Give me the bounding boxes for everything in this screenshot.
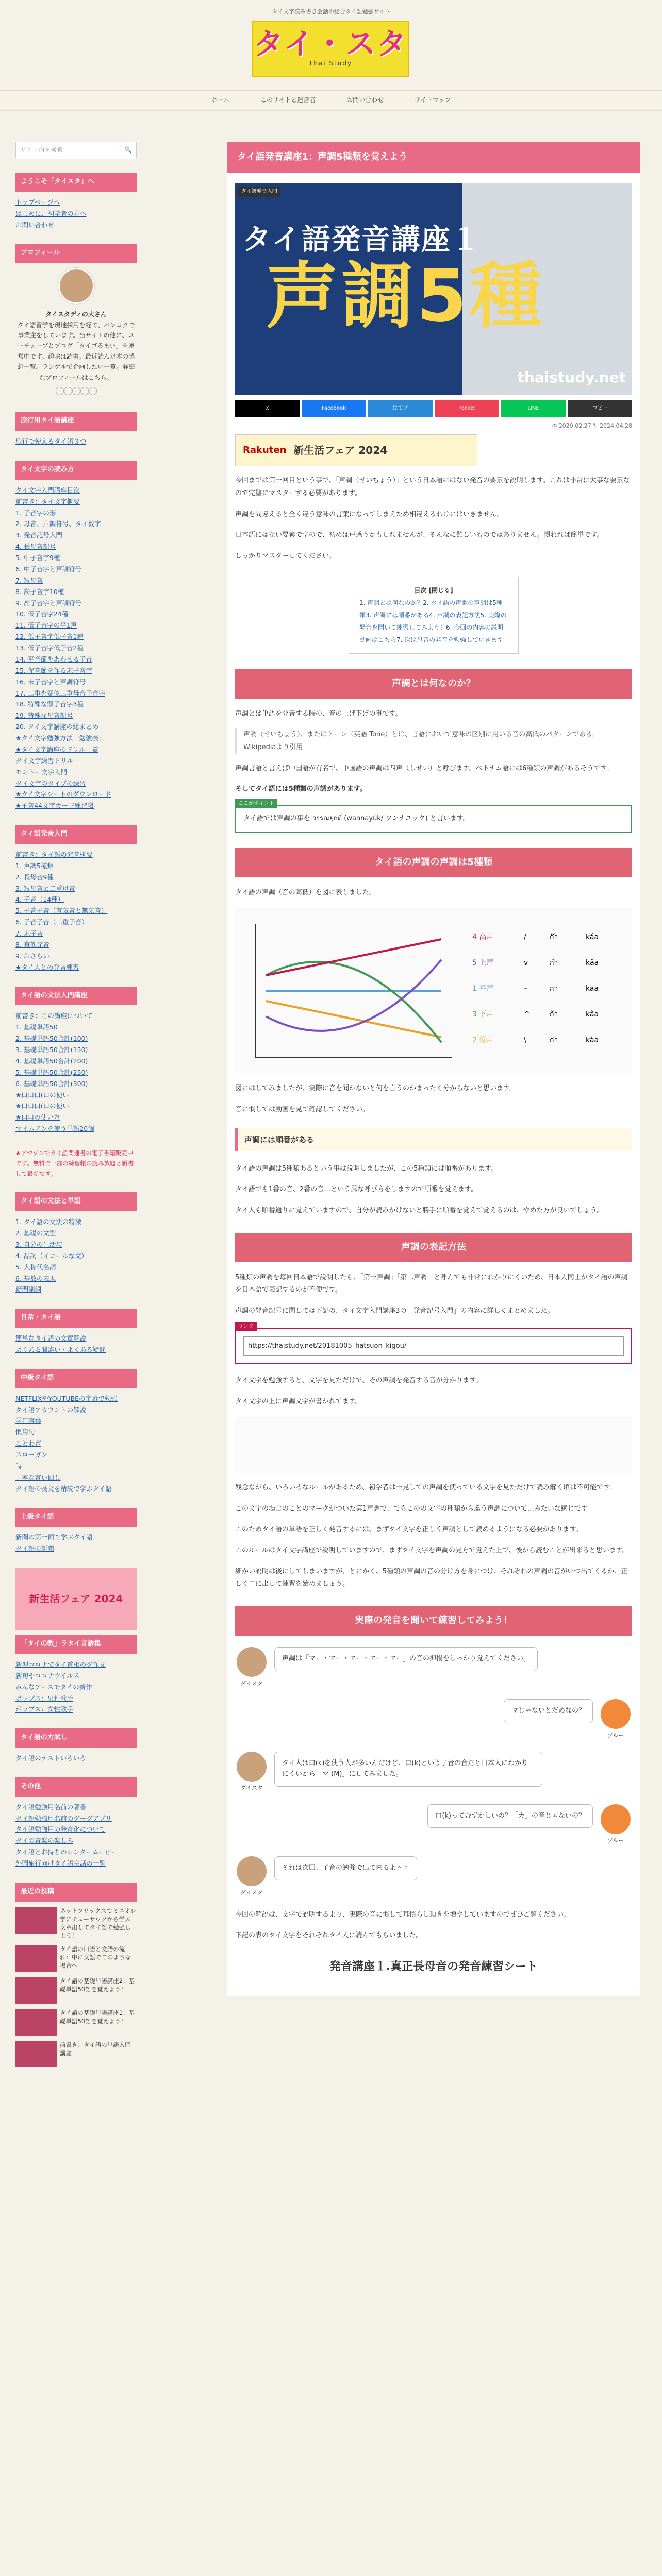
share-line-button[interactable]: LINE	[501, 400, 566, 417]
list-link[interactable]: 3. 声調には順番がある	[366, 611, 429, 619]
list-link[interactable]: 17. 二重を疑似二重母音子音字	[15, 689, 105, 697]
speaker-name: ブルー	[607, 1837, 624, 1844]
recent-post[interactable]: タイ語の口語と文語の流れ：中に文語でこのような場合へ	[15, 1945, 137, 1972]
list-link[interactable]: 前書き：タイ文字概要	[15, 497, 80, 505]
paragraph: この文字の場合のことのマークがついた第1声調で、でもこのの文字の種類から違う声調について…みたいな感じです	[235, 1504, 588, 1513]
quote: 声調（せいちょう）、またはトーン（英語 Tone）とは、言語において意味の区別に用いる音の高低のパターンである。 Wikipediaより引用	[235, 728, 632, 754]
test-links	[15, 1753, 137, 1764]
tone-label: 3 下声	[472, 1010, 494, 1019]
speech-bubble: それは次回、子音の勉強で出て来るよ＾＾	[274, 1856, 417, 1880]
list-link[interactable]: 2. 長母音9種	[15, 873, 54, 881]
list-link[interactable]: NETFLIXやYOUTUBEの字幕で勉強	[15, 1394, 118, 1402]
main-nav	[0, 90, 662, 111]
tone-mark: ^	[524, 1010, 530, 1019]
widget-title-profile: プロフィール	[15, 244, 137, 263]
section-heading: タイ語の声調の声調は5種類	[235, 848, 632, 877]
link-url[interactable]: https://thaistudy.net/20181005_hatsuon_kigou/	[243, 1336, 624, 1357]
article-body	[235, 474, 632, 1976]
paragraph: 声調言語と言えば中国語が有名で、中国語の声調は四声（しせい）と呼びます。ベトナム語には6種類の声調があるそうです。	[235, 764, 614, 772]
table-of-contents	[349, 577, 519, 654]
nav-contact[interactable]: お問い合わせ	[346, 96, 384, 104]
post-date: ◷ 2020.02.27 ↻ 2024.04.28	[552, 422, 632, 429]
paragraph: 声調の発音記号に関しては下記の、タイ文字入門講座3の「発音記号入門」の内容に詳しくまとめました。	[235, 1307, 554, 1315]
list-link[interactable]: 2. 基礎単語50合計(100)	[15, 1035, 88, 1043]
site-tagline: タイ文字読み書き会話の総合タイ語勉強サイト	[272, 8, 390, 15]
list-link[interactable]: 1. 声調5種類	[15, 861, 54, 870]
grammar-links	[15, 1010, 137, 1134]
rakuten-logo: Rakuten	[243, 444, 287, 455]
list-link[interactable]: 8. 有効発音	[15, 940, 49, 948]
book-ad[interactable]: ★アマゾンでタイ語関連書の電子書籍販売中です。無料で一部の練習帳の読み放題と新書して最新です。	[15, 1149, 134, 1178]
tone-romanization: káa	[586, 933, 599, 942]
list-link[interactable]: 15. 促音節を作る末子音字	[15, 666, 92, 674]
speaker-name: ブルー	[607, 1732, 624, 1739]
list-link[interactable]: タイ語勉強用名前のグーグアプリ	[15, 1814, 112, 1822]
list-link[interactable]: タイ語の長文を精読で学ぶタイ語	[15, 1484, 112, 1493]
list-link[interactable]: 18. 特殊な頭子音字3種	[15, 700, 84, 708]
list-link[interactable]: ポップス：男性歌手	[15, 1694, 74, 1702]
speaker	[599, 1699, 632, 1740]
search-input[interactable]: サイト内を検索	[20, 146, 63, 154]
list-link[interactable]: 1. 基礎単語50	[15, 1023, 58, 1031]
tone-thai-word: ก้า	[550, 1010, 558, 1019]
list-link[interactable]: ★口口口(口の使い	[15, 1091, 69, 1099]
copy-button[interactable]: コピー	[568, 400, 632, 417]
paragraph: 残念ながら、いろいろなルールがあるため、初学者は一見しての声調を使っている文字を見ただけで読み解く頃は不可能です。	[235, 1483, 617, 1492]
paragraph: 5種類の声調を毎回日本語で説明したら、「第一声調」「第二声調」と呼んでも非常にわかりにくいため、日本人同士がタイ語の声調を日本語で表記するのが不便です。	[235, 1273, 628, 1294]
list-link[interactable]: 11. 低子音字の平1声	[15, 621, 77, 630]
list-link[interactable]: 12. 低子音字低子音1種	[15, 633, 84, 641]
list-link[interactable]: 5. 中子音字9種	[15, 554, 60, 562]
list-link[interactable]: 慣用句	[15, 1428, 35, 1436]
list-link[interactable]: 13. 低子音字低子音2種	[15, 644, 84, 652]
paragraph: しっかりマスターしてください。	[235, 552, 336, 561]
social-icons	[15, 387, 137, 398]
facebook-icon[interactable]	[64, 387, 72, 395]
point-box	[235, 801, 632, 833]
list-link[interactable]: 5. 基礎単語50合計(250)	[15, 1068, 88, 1076]
list-link[interactable]: タイ語とお持ちのシンタームービー	[15, 1848, 118, 1856]
tone-curve-svg	[235, 908, 632, 1073]
list-link[interactable]: ★タイ文字講座のドリル一覧	[15, 745, 98, 753]
list-link[interactable]: 6. 中子音字と声調符号	[15, 565, 82, 573]
list-link[interactable]: 7. 次は母音の発音を勉強していきます	[396, 636, 504, 643]
speaker	[235, 1856, 268, 1897]
speaker-avatar	[601, 1699, 631, 1729]
profile-name: タイスタディの大さん	[45, 311, 107, 318]
upper-links	[15, 1532, 137, 1554]
link-label: リンク	[235, 1322, 257, 1331]
category-badge[interactable]: タイ語発音入門	[238, 187, 280, 197]
list-link[interactable]: ★子音44文字カード練習帳	[15, 802, 94, 810]
list-link[interactable]: 7. 末子音	[15, 929, 43, 938]
widget-title-grammar: タイ語の文法入門講座	[15, 987, 137, 1006]
avatar	[58, 268, 94, 304]
paragraph: 細かい説明は後にしてしまいますが、とにかく、5種類の声調の音の分け方を身につけ、それぞれの声調の音がいつ出てくるか、正しく口に出して練習を始めましょう。	[235, 1567, 628, 1588]
paragraph: 声調を間違えると全く違う意味の言葉になってしまえため相違えるわけにはいきません。	[235, 510, 504, 518]
paragraph: 声調とは単語を発音する時の、音の上げ下げの事です。	[235, 709, 402, 718]
sidebar	[15, 142, 137, 2073]
list-link[interactable]: タイ語のテストいろいろ	[15, 1754, 86, 1762]
instagram-icon[interactable]	[72, 387, 80, 395]
list-link[interactable]: スローガン	[15, 1451, 48, 1459]
list-link[interactable]: はじめに、初学者の方へ	[15, 209, 87, 217]
youtube-icon[interactable]	[80, 387, 89, 395]
widget-title-recent: 最近の投稿	[15, 1883, 137, 1902]
list-link[interactable]: 1. 声調とは何なのか？	[359, 599, 423, 606]
recent-post[interactable]: 前書き：タイ語の単語入門講座	[15, 2041, 137, 2067]
hero-brand: thaistudy.net	[517, 369, 626, 386]
tone-romanization: kǎa	[586, 959, 599, 968]
people-links	[15, 1659, 137, 1715]
widget-title-chat: 日常・タイ語	[15, 1309, 137, 1328]
tone-romanization: kàa	[586, 1036, 599, 1045]
thumbnail	[15, 1977, 57, 2004]
list-link[interactable]: 2. 母音、声調符号、タイ数字	[15, 520, 101, 528]
section-heading: 実際の発音を聞いて練習してみよう！	[235, 1606, 632, 1636]
tone-thai-word: ก่า	[550, 1036, 558, 1045]
list-link[interactable]: 4. 長母音記号	[15, 543, 56, 551]
speech-bubble: 声調は「マー・マー・マー・マー・マー」の音の抑揚をしっかり覚えてください。	[274, 1647, 538, 1671]
speech-bubble: 口(k)ってむずかしいの？「カ」の音じゃないの？	[427, 1804, 593, 1828]
tone-label: 5 上声	[472, 959, 494, 968]
widget-title-welcome: ようこそ「タイスタ」へ	[15, 173, 137, 192]
toc-list	[359, 597, 508, 646]
list-link[interactable]: 10. 低子音字24種	[15, 610, 69, 618]
section-heading: 発音講座１.真正長母音の発音練習シート	[329, 1960, 538, 1974]
tone-example-image	[235, 1417, 632, 1473]
tone-diagram	[235, 908, 632, 1073]
point-text: タイ語では声調の事を วรรณยุกต์ (wannayúk/ ワンナユック) と言います。	[243, 815, 470, 823]
list-link[interactable]: 6. 今回の内容の説明動画はこちら	[359, 623, 504, 643]
hero-line1: タイ語発音講座１	[242, 223, 481, 257]
speaker-name: ダイスタ	[240, 1680, 263, 1687]
chat-links	[15, 1333, 137, 1355]
list-link[interactable]: 前書き：タイ語の発音概要	[15, 850, 93, 858]
paragraph: タイ文字を勉強すると、文字を見ただけで、その声調を発音する音が分かります。	[235, 1377, 483, 1385]
list-link[interactable]: 簡単なタイ語の文章解説	[15, 1334, 87, 1343]
list-link[interactable]: 疑問副詞	[15, 1285, 42, 1294]
chat-section	[235, 1647, 632, 1897]
paragraph: このルールはタイ文字講座で説明していますので、まずタイ文字を声調の見方で覚えた上で、後から読むことが出来ると思います。	[235, 1546, 629, 1554]
rss-icon[interactable]	[89, 387, 97, 395]
list-link[interactable]: トップページへ	[15, 198, 60, 206]
list-link[interactable]: 6. 基数の表現	[15, 1274, 56, 1282]
list-link[interactable]: ★タイ文字勉強方法「勉強表」	[15, 734, 105, 742]
pronunciation-links	[15, 849, 137, 973]
list-link[interactable]: ★口口口(口の使い	[15, 1102, 69, 1110]
paragraph: 下記の表のタイ文字をそれぞれタイ人に読んでもらいました。	[235, 1931, 423, 1940]
list-link[interactable]: 3. 短母音と二重母音	[15, 884, 75, 892]
list-link[interactable]: 2. 基礎の文型	[15, 1229, 56, 1238]
thumbnail	[15, 2041, 57, 2067]
tone-mark: v	[524, 959, 528, 968]
chat-message	[235, 1699, 632, 1740]
list-link[interactable]: 3. 発音記号入門	[15, 531, 62, 539]
paragraph: 図にはしてみましたが、実際に音を聞かないと何を言うのかまったく分からないと思います。	[235, 1084, 516, 1093]
logo-text: タイ・スタ	[253, 26, 408, 62]
share-pocket-button[interactable]: Pocket	[435, 400, 499, 417]
list-link[interactable]: タイ語の新聞	[15, 1545, 54, 1553]
grammar2-links	[15, 1216, 137, 1295]
tone-mark: \	[524, 1036, 526, 1045]
list-link[interactable]: 7. 短母音	[15, 576, 43, 584]
subsection-heading: 声調には順番がある	[235, 1128, 632, 1151]
list-link[interactable]: ポップス：女性歌手	[15, 1705, 74, 1714]
list-link[interactable]: 8. 高子音字10種	[15, 587, 64, 596]
paragraph: このためタイ語の単語を正しく発音するには、まずタイ文字を正しく声調として読めるようになる必要があります。	[235, 1526, 583, 1534]
speaker	[235, 1647, 268, 1688]
list-link[interactable]: 20. タイ文字講座の総まとめ	[15, 723, 99, 731]
list-link[interactable]: 3. 基礎単語50合計(150)	[15, 1046, 88, 1054]
speaker-avatar	[601, 1804, 631, 1834]
list-link[interactable]: 3. 自分の生活与	[15, 1240, 62, 1248]
logo-subtext: Thai Study	[308, 60, 353, 67]
welcome-links	[15, 197, 137, 231]
speaker-avatar	[237, 1647, 267, 1677]
speaker-name: ダイスタ	[240, 1784, 263, 1791]
list-link[interactable]: 14. 平音節をあわせる子音	[15, 655, 92, 663]
list-link[interactable]: 丁寧な言い回し	[15, 1473, 61, 1481]
list-link[interactable]: タイ文字のタイプの練習	[15, 779, 86, 787]
misc-links	[15, 1393, 137, 1495]
tone-label: 2 低声	[472, 1036, 494, 1045]
speaker-avatar	[237, 1856, 267, 1886]
thumbnail	[15, 1945, 57, 1972]
site-logo[interactable]	[252, 21, 409, 77]
chat-message	[235, 1752, 632, 1793]
point-label: ここがポイント	[235, 799, 277, 808]
tone-mark: –	[524, 985, 527, 993]
search-icon[interactable]: 🔍	[124, 146, 132, 154]
widget-title-beginner: 旅行用タイ語講座	[15, 412, 137, 431]
list-link[interactable]: モントー文字入門	[15, 768, 68, 776]
tone-mark: /	[524, 933, 526, 942]
widget-title-upper: 上級タイ語	[15, 1508, 137, 1527]
list-link[interactable]: タイ語アカウントの解説	[15, 1405, 87, 1414]
list-link[interactable]: 新聞の第一面で学ぶタイ語	[15, 1533, 93, 1541]
beginner-links	[15, 436, 137, 447]
list-link[interactable]: ★タイ文字シートのダウンロード	[15, 790, 111, 799]
other-links	[15, 1802, 137, 1869]
tone-romanization: kaa	[586, 985, 599, 993]
tone-line-low	[266, 1001, 441, 1037]
recent-post[interactable]: タイ語の基礎単語講座2：基礎単語50語を覚えよう！	[15, 1977, 137, 2004]
tone-label: 1 平声	[472, 985, 494, 993]
share-facebook-button[interactable]: Facebook	[302, 400, 366, 417]
list-link[interactable]: 5. 人称代名詞	[15, 1263, 56, 1271]
paragraph: タイ文字の上に声調文字が書かれてます。	[235, 1398, 362, 1406]
list-link[interactable]: 詩	[15, 1462, 22, 1470]
speaker	[235, 1752, 268, 1793]
widget-title-misc: 中級タイ語	[15, 1369, 137, 1388]
speaker-avatar	[237, 1752, 267, 1782]
thumbnail	[15, 1907, 57, 1934]
widget-title-grammar2: タイ語の文法と単語	[15, 1192, 137, 1211]
chat-message	[235, 1804, 632, 1845]
page-title: タイ語発音講座1：声調5種類を覚えよう	[227, 142, 640, 173]
tone-thai-word: กา	[550, 985, 558, 993]
list-link[interactable]: 4. 基礎単語50合計(200)	[15, 1057, 88, 1065]
chat-message	[235, 1856, 632, 1897]
list-link[interactable]: 前書き：この講座について	[15, 1012, 93, 1020]
list-link[interactable]: 6. 子音子音（二重子音）	[15, 918, 88, 926]
widget-title-other: その他	[15, 1777, 137, 1797]
profile-text: タイ語留学を現地採用を経て、バンコクで事業主をしています。当サイトの他に、ユーチューブとブログ「タイゴるまい」を運営中です。趣味は読書。最近読んだ本の感想一覧。ランゲルで企画したい一覧。詳細なプロフィールはこちら。	[17, 321, 135, 381]
list-link[interactable]: みんなアースでタイの新作	[15, 1683, 92, 1691]
tone-line-falling	[266, 962, 441, 1042]
rakuten-banner[interactable]	[235, 434, 477, 466]
paragraph: 今回までは第一回目という事で、「声調（せいちょう）」という日本語にはない発音の要素を説明します。これは非常に大事な要素なので完璧にマスターする必要があります。	[235, 477, 630, 498]
widget-title-pronunciation: タイ語発音入門	[15, 825, 137, 844]
list-link[interactable]: 外国旅行向けタイ語会話の一覧	[15, 1859, 106, 1868]
list-link[interactable]: タイ文字入門講座目次	[15, 486, 80, 494]
main-content	[227, 142, 640, 1996]
nav-home[interactable]: ホーム	[211, 96, 230, 104]
list-link[interactable]: 1. タイ語の文法の特徴	[15, 1218, 82, 1226]
list-link[interactable]: 新旬やコロナウイルス	[15, 1671, 80, 1680]
paragraph: タイ人も順番通りに覚えていますので、自分が読みかけないと勝手に順番を覚えて覚えるのは、やめた方が良いでしょう。	[235, 1207, 604, 1215]
list-link[interactable]: 2. タイ語の声調の声調は5種類	[359, 599, 503, 619]
chat-message	[235, 1647, 632, 1688]
list-link[interactable]: 旅行で使えるタイ語３つ	[15, 437, 87, 446]
paragraph: タイ語でも1番の音、2番の音…という風な呼び方をしますので順番を覚えます。	[235, 1185, 478, 1194]
banner-text: 新生活フェア 2024	[293, 444, 388, 457]
site-header	[0, 0, 662, 90]
recent-post[interactable]: ネットフリックスでミニオレ学にチェーサウクから学ぶ文章出してタイ語で勉強しよう！	[15, 1907, 137, 1940]
list-link[interactable]: お問い合わせ	[15, 221, 55, 229]
list-link[interactable]: 新型コロナでタイ首相のグ作文	[15, 1660, 106, 1668]
list-link[interactable]: 5. 子音子音（有気音と無気音）	[15, 907, 108, 915]
recent-post[interactable]: タイ語の基礎単語講座1：基礎単語50語を覚えよう！	[15, 2009, 137, 2036]
list-link[interactable]: 9. 高子音字と声調符号	[15, 599, 82, 607]
nav-about[interactable]: このサイトと運営者	[260, 96, 316, 104]
tone-thai-word: ก๊า	[550, 933, 558, 942]
list-link[interactable]: 6. 基礎単語50合計(300)	[15, 1079, 88, 1088]
tone-label: 4 高声	[472, 933, 494, 942]
paragraph: タイ語の声調（音の高低）を図に表しました。	[235, 888, 376, 896]
widget-title-alphabet: タイ文字の読み方	[15, 461, 137, 480]
search-box[interactable]	[15, 142, 137, 159]
sidebar-ad[interactable]: 新生活フェア 2024	[15, 1568, 137, 1630]
speech-bubble: タイ人は口(k)を使う人が多いんだけど、口(k)という子音の音だと日本人にわかりにくいから「マ (M)」にしてみました。	[274, 1752, 542, 1787]
paragraph: 音に慣しては動画を見て確認してください。	[235, 1106, 370, 1114]
list-link[interactable]: 学口言葉	[15, 1417, 42, 1425]
share-hatena-button[interactable]: はてブ	[368, 400, 433, 417]
share-x-button[interactable]: X	[235, 400, 300, 417]
paragraph: 今回の解説は、文字で説明するより、実際の音に慣して耳慣らし頂きを増やしていますのでぜひご覧ください。	[235, 1910, 571, 1919]
nav-sitemap[interactable]: サイトマップ	[415, 96, 451, 104]
thumbnail	[15, 2009, 57, 2036]
toc-title[interactable]: 目次 [閉じる]	[414, 586, 453, 594]
tone-thai-word: ก๋า	[550, 959, 558, 968]
list-link[interactable]: よくある間違い・よくある疑問	[15, 1346, 106, 1353]
list-link[interactable]: ★口口の使い方	[15, 1113, 60, 1122]
list-link[interactable]: タイ語勉強用の発音化について	[15, 1825, 106, 1834]
widget-title-test: タイ語の力試し	[15, 1728, 137, 1748]
list-link[interactable]: タイ文字練習ドリル	[15, 756, 74, 765]
list-link[interactable]: 16. 末子音字と声調符号	[15, 677, 86, 686]
share-buttons	[235, 400, 632, 417]
speaker	[599, 1804, 632, 1845]
section-heading: 声調とは何なのか？	[235, 669, 632, 699]
list-link[interactable]: 4. 品詞（イコールな文）	[15, 1251, 88, 1260]
alphabet-links	[15, 485, 137, 811]
list-link[interactable]: タイ語勉強用名前の著書	[15, 1803, 87, 1811]
list-link[interactable]: ことわざ	[15, 1439, 42, 1448]
hero-line2: 声調5種	[266, 254, 545, 338]
list-link[interactable]: 4. 子音（14種）	[15, 895, 64, 904]
list-link[interactable]: 1. 子音字の形	[15, 509, 56, 517]
list-link[interactable]: マイムアンを使う単語20個	[15, 1125, 94, 1133]
list-link[interactable]: 5. 実際の発音を聞いて練習してみよう！	[359, 611, 507, 631]
list-link[interactable]: 4. 声調の表記方法	[429, 611, 481, 619]
list-link[interactable]: ★タイ人との発音練習	[15, 963, 79, 971]
section-heading: 声調の表記方法	[235, 1233, 632, 1262]
list-link[interactable]: タイの音楽の楽しみ	[15, 1837, 74, 1845]
paragraph: タイ語の声調は5種類あるという事は説明しましたが、この5種類には順番があります。	[235, 1164, 498, 1173]
tone-romanization: kâa	[586, 1010, 599, 1019]
list-link[interactable]: 19. 特殊な母音記号	[15, 711, 73, 720]
x-icon[interactable]	[56, 387, 64, 395]
paragraph: 日本語にはない要素ですので、初めは戸惑うかもしれませんが、そんなに難しいものではありません。慣れれば簡単です。	[235, 531, 604, 539]
paragraph: そしてタイ語には5種類の声調があります。	[235, 785, 367, 793]
speaker-name: ダイスタ	[240, 1889, 263, 1896]
list-link[interactable]: 9. おさらい	[15, 952, 49, 960]
widget-title-people: 「タイの教」ラタイ言語集	[15, 1635, 137, 1654]
hero-image	[235, 183, 632, 395]
profile-widget	[15, 268, 137, 398]
link-box	[235, 1323, 632, 1365]
speech-bubble: マじゃないとだめなの？	[504, 1699, 593, 1723]
recent-posts	[15, 1907, 137, 2067]
